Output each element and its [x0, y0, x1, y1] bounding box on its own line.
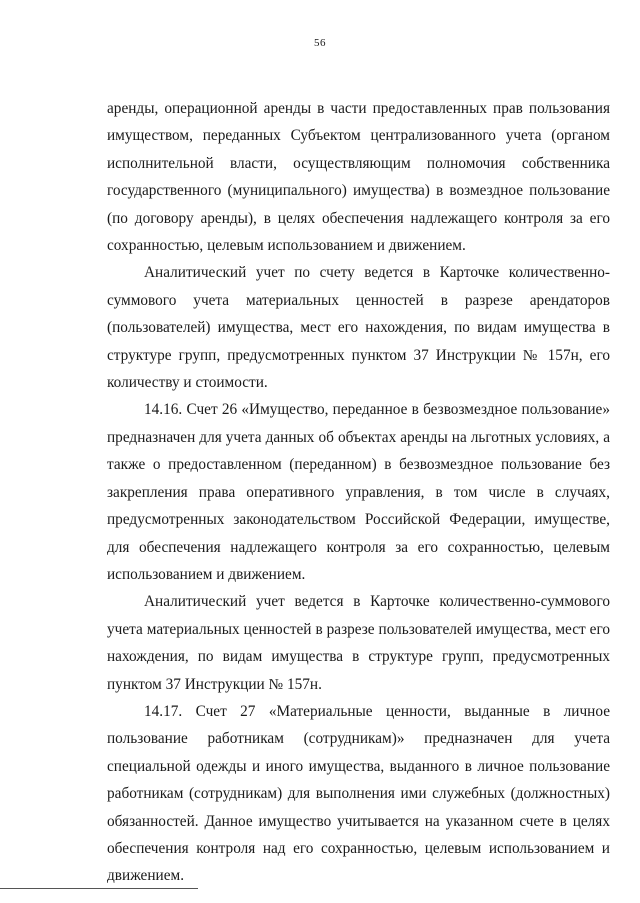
footer-rule — [0, 888, 198, 889]
paragraph-14-17: 14.17. Счет 27 «Материальные ценности, выданные в личное пользование работникам (сотрудникам)» предназначен для учета специальной одежды и иного имущества, выданного в личное пользование работникам (сотрудникам) для выполнения ими служебных (должностных) обязанностей. Данное имущество учитывается на указанном счете в целях обеспечения контроля над его сохранностью, целевым использованием и движением. — [107, 702, 610, 885]
page-number: 56 — [314, 37, 326, 49]
paragraph-analytical-accounting-rent: Аналитический учет по счету ведется в Карточке количественно-суммового учета материальных ценностей в разрезе арендаторов (пользователей) имущества, мест его нахождения, по видам имущества в структуре групп, предусмотренных пунктом 37 Инструкции № 157н, его количеству и стоимости. — [107, 264, 610, 392]
document-body — [107, 95, 610, 890]
paragraph-continuation: аренды, операционной аренды в части предоставленных прав пользования имуществом, переданных Субъектом централизованного учета (органом исполнительной власти, осуществляющим полномочия собственника государственного (муниципального) имущества) в возмездное пользование (по договору аренды), в целях обеспечения надлежащего контроля за его сохранностью, целевым использованием и движением. — [107, 100, 610, 255]
paragraph-analytical-accounting-free-use: Аналитический учет ведется в Карточке количественно-суммового учета материальных ценностей в разрезе пользователей имущества, мест его нахождения, по видам имущества в структуре групп, предусмотренных пунктом 37 Инструкции № 157н. — [107, 593, 610, 693]
paragraph-14-16: 14.16. Счет 26 «Имущество, переданное в безвозмездное пользование» предназначен для учета данных об объектах аренды на льготных условиях, а также о предоставленном (переданном) в безвозмездное пользование без закрепления права оперативного управления, в том числе в случаях, предусмотренных законодательством Российской Федерации, имуществе, для обеспечения надлежащего контроля за его сохранностью, целевым использованием и движением. — [107, 401, 610, 583]
